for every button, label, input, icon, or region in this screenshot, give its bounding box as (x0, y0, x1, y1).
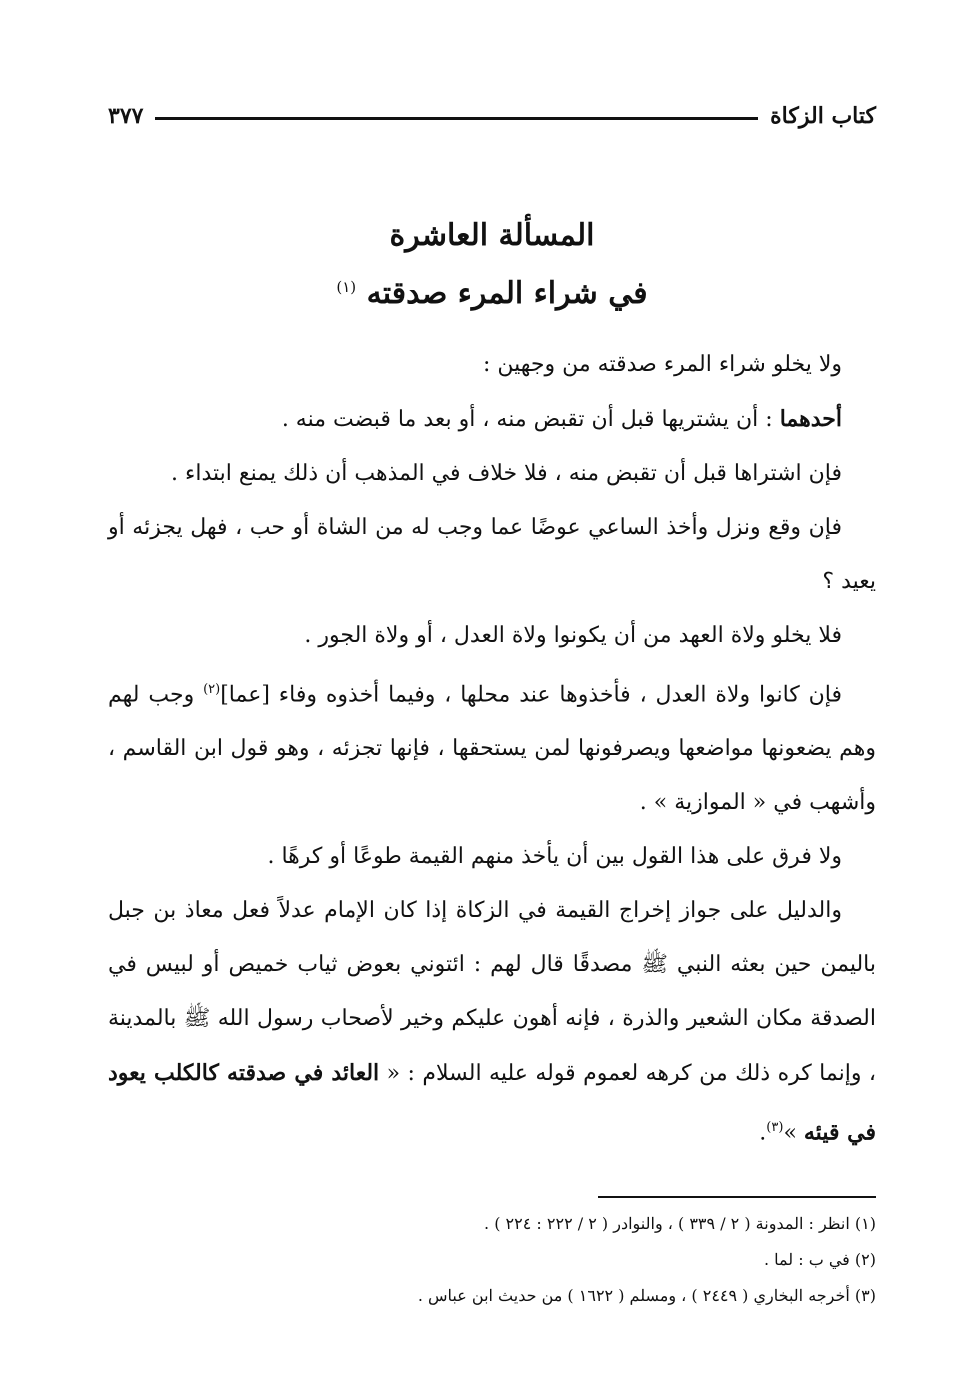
page-number: ٣٧٧ (108, 103, 144, 129)
paragraph-6 (108, 663, 876, 830)
paragraph-1: ولا يخلو شراء المرء صدقته من وجهين : (482, 352, 842, 377)
footnote-ref-3: (٣) (766, 1120, 784, 1136)
paragraph-8-a: والدليل على جواز إخراج القيمة في الزكاة إذا كان الإمام عدلاً فعل معاذ بن جبل باليمن حين بعثه النبي ﷺ مصدقًا قال لهم : ائتوني بعوض ثياب خميص أو لبيس في الصدقة مكان الشعير والذرة ، فإنه أهون عليكم وخير لأصحاب رسول الله ﷺ بالمدينة ، وإنما كره ذلك من كرهه لعموم قوله عليه السلام : « (108, 898, 876, 1087)
footnote-3: (٣) أخرجه البخاري ( ٢٤٤٩ ) ، ومسلم ( ١٦٢٢ ) من حديث ابن عباس . (417, 1286, 876, 1305)
book-title: كتاب الزكاة (770, 103, 876, 129)
section-title: المسألة العاشرة (389, 218, 595, 253)
section-subtitle (108, 276, 876, 311)
footnote-ref-2: (٢) (203, 682, 221, 697)
paragraph-4: فإن وقع ونزل وأخذ الساعي عوضًا عما وجب له من الشاة أو حب ، فهل يجزئه أو يعيد ؟ (108, 515, 876, 594)
paragraph-2-lead: أحدهما (779, 406, 842, 432)
body-text (108, 338, 876, 1161)
footnotes (108, 1206, 876, 1314)
paragraph-2-text: : أن يشتريها قبل أن تقبض منه ، أو بعد ما قبضت منه . (281, 407, 780, 432)
footnote-rule (598, 1196, 876, 1198)
paragraph-8-b: » (783, 1120, 804, 1146)
footnote-2: (٢) في ب : لما . (763, 1250, 876, 1269)
paragraph-7: ولا فرق على هذا القول بين أن يأخذ منهم القيمة طوعًا أو كرهًا . (267, 844, 842, 870)
footnote-ref-1: (١) (336, 278, 357, 296)
paragraph-8-end: . (759, 1120, 767, 1146)
paragraph-8 (108, 884, 876, 1160)
footnote-1: (١) انظر : المدونة ( ٢ / ٣٣٩ ) ، والنوادر ( ٢ / ٢٢٢ : ٢٢٤ ) . (484, 1214, 876, 1233)
running-header (108, 96, 876, 136)
section-subtitle-text: في شراء المرء صدقته (366, 276, 648, 311)
paragraph-3: فإن اشتراها قبل أن تقبض منه ، فلا خلاف في المذهب أن ذلك يمنع ابتداء . (171, 461, 842, 486)
hadith-quote: العائد في صدقته كالكلب يعود في قيئه (108, 1060, 876, 1146)
header-rule (155, 117, 758, 120)
paragraph-6-a: فإن كانوا ولاة العدل ، فأخذوها عند محلها ، وفيما أخذوه وفاء [عما] (220, 682, 842, 708)
paragraph-2 (108, 392, 876, 447)
paragraph-5: فلا يخلو ولاة العهد من أن يكونوا ولاة العدل ، أو ولاة الجور . (304, 623, 842, 648)
paragraph-6-b: وجب لهم وهم يضعونها مواضعها ويصرفونها لمن يستحقها ، فإنها تجزئه ، وهو قول ابن القاسم ، وأشهب في « الموازية » . (108, 682, 876, 816)
